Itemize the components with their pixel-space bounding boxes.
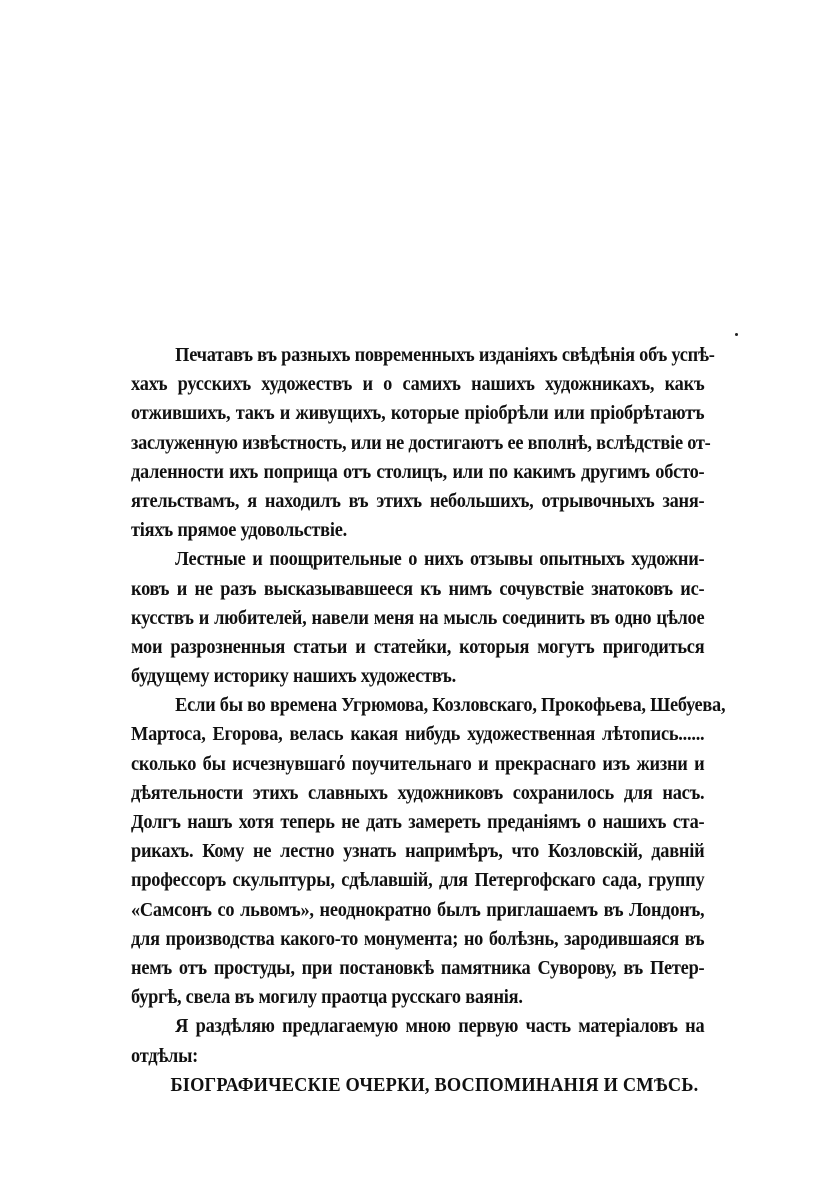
text-line: будущему историку нашихъ художествъ. [131,666,456,688]
text-line: сколько бы исчезнувшагό поучительнаго и прекраснаго изъ жизни и [131,753,705,775]
body-text [131,341,726,1100]
text-line: тіяхъ прямое удовольствіе. [131,520,347,542]
text-line: Мартоса, Егорова, велась какая нибудь художественная лѣтопись...... [131,724,705,746]
text-line: даленности ихъ поприща отъ столицъ, или по какимъ другимъ обсто- [131,461,705,483]
text-line: ковъ и не разъ высказывавшееся къ нимъ сочувствіе знатоковъ ис- [131,578,705,600]
section-heading: БІОГРАФИЧЕСКІЕ ОЧЕРКИ, ВОСПОМИНАНІЯ И СМѢСЬ. [170,1074,699,1096]
text-line: для производства какого-то монумента; но болѣзнь, зародившаяся въ [131,928,705,950]
text-line: профессоръ скульптуры, сдѣлавшій, для Петергофскаго сада, группу [131,870,705,892]
text-line: дѣятельности этихъ славныхъ художниковъ сохранилось для насъ. [131,782,705,804]
text-line: мои разрозненныя статьи и статейки, которыя могутъ пригодиться [131,636,705,658]
ink-speck [735,333,738,336]
text-line: хахъ русскихъ художествъ и о самихъ нашихъ художникахъ, какъ [131,374,705,396]
text-line: бургѣ, свела въ могилу праотца русскаго ваянія. [131,987,523,1009]
text-line: Долгъ нашъ хотя теперь не дать замереть преданіямъ о нашихъ ста- [131,812,705,833]
text-line: Если бы во времена Угрюмова, Козловскаго, Прокофьева, Шебуева, [175,695,726,717]
text-line: «Самсонъ со львомъ», неоднократно былъ приглашаемъ въ Лондонъ, [131,899,705,921]
text-line: отдѣлы: [131,1045,199,1067]
text-line: Печатавъ въ разныхъ повременныхъ изданіяхъ свѣдѣнія объ успѣ- [175,345,715,366]
text-line: ятельствамъ, я находилъ въ этихъ небольшихъ, отрывочныхъ заня- [131,490,705,512]
text-line: Я раздѣляю предлагаемую мною первую часть матеріаловъ на [175,1016,705,1038]
text-line: заслуженную извѣстность, или не достигаютъ ее вполнѣ, вслѣдствіе от- [131,432,711,454]
text-line: кусствъ и любителей, навели меня на мысль соединить въ одно цѣлое [131,607,705,629]
text-line: немъ отъ простуды, при постановкѣ памятника Суворову, въ Петер- [131,957,705,979]
text-line: рикахъ. Кому не лестно узнать напримѣръ, что Козловскій, давній [131,841,705,863]
text-line: отжившихъ, такъ и живущихъ, которые пріобрѣли или пріобрѣтаютъ [131,403,705,425]
text-line: Лестные и поощрительные о нихъ отзывы опытныхъ художни- [175,549,705,571]
